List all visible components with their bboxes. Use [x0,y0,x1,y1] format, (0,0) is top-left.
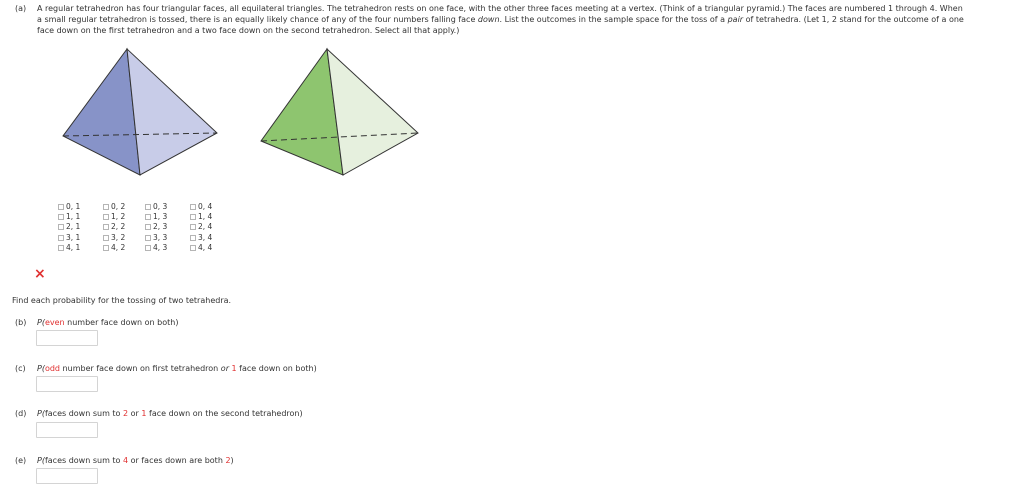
probability-prompt: Find each probability for the tossing of two tetrahedra. [12,296,232,305]
option-0-3[interactable]: 0, 3 [145,202,167,212]
blue-side-face [127,49,217,175]
part-c-answer-input[interactable] [36,376,98,392]
part-e-answer-input[interactable] [36,468,98,484]
part-b-answer-input[interactable] [36,330,98,346]
option-1-4[interactable]: 1, 4 [190,212,212,222]
checkbox[interactable] [103,245,109,251]
checkbox[interactable] [190,214,196,220]
option-0-1[interactable]: 0, 1 [58,202,80,212]
part-d-question: (d) P(faces down sum to 2 or 1 face down on the second tetrahedron) [15,409,303,418]
part-e-question: (e) P(faces down sum to 4 or faces down are both 2) [15,456,234,465]
green-side-face [327,49,418,175]
green-tetrahedron-figure [255,40,425,180]
part-a-line2: a small regular tetrahedron is tossed, there is an equally likely chance of any of the four numbers falling face down. List the outcomes in the sample space for the toss of a pair of tetrahedra. (Let 1, 2 stand for the outcome of a one [37,15,964,24]
option-2-2[interactable]: 2, 2 [103,222,125,232]
option-3-3[interactable]: 3, 3 [145,233,167,243]
option-2-1[interactable]: 2, 1 [58,222,80,232]
blue-tetrahedron-figure [55,40,225,180]
checkbox[interactable] [103,224,109,230]
part-c-question: (c) P(odd number face down on first tetrahedron or 1 face down on both) [15,364,317,373]
option-4-2[interactable]: 4, 2 [103,243,125,253]
incorrect-x-icon: × [34,266,46,282]
checkbox[interactable] [58,224,64,230]
part-a-line3: face down on the first tetrahedron and a two face down on the second tetrahedron. Select all that apply.) [37,26,460,35]
option-3-4[interactable]: 3, 4 [190,233,212,243]
checkbox[interactable] [103,214,109,220]
option-3-1[interactable]: 3, 1 [58,233,80,243]
option-2-4[interactable]: 2, 4 [190,222,212,232]
checkbox[interactable] [58,204,64,210]
part-d-answer-input[interactable] [36,422,98,438]
options-column-2 [103,202,125,253]
options-column-3 [145,202,167,253]
option-4-4[interactable]: 4, 4 [190,243,212,253]
option-1-3[interactable]: 1, 3 [145,212,167,222]
checkbox[interactable] [58,214,64,220]
checkbox[interactable] [145,235,151,241]
checkbox[interactable] [145,245,151,251]
checkbox[interactable] [58,245,64,251]
options-column-4 [190,202,212,253]
option-0-2[interactable]: 0, 2 [103,202,125,212]
option-0-4[interactable]: 0, 4 [190,202,212,212]
option-4-1[interactable]: 4, 1 [58,243,80,253]
option-1-1[interactable]: 1, 1 [58,212,80,222]
checkbox[interactable] [145,214,151,220]
checkbox[interactable] [103,235,109,241]
option-2-3[interactable]: 2, 3 [145,222,167,232]
checkbox[interactable] [190,204,196,210]
checkbox[interactable] [58,235,64,241]
checkbox[interactable] [145,224,151,230]
part-a-line1: (a) A regular tetrahedron has four triangular faces, all equilateral triangles. The tetrahedron rests on one face, with the other three faces meeting at a vertex. (Think of a triangular pyramid.) The faces are numbered 1 through 4. When [15,4,963,13]
option-3-2[interactable]: 3, 2 [103,233,125,243]
checkbox[interactable] [190,235,196,241]
checkbox[interactable] [145,204,151,210]
checkbox[interactable] [190,245,196,251]
option-1-2[interactable]: 1, 2 [103,212,125,222]
checkbox[interactable] [190,224,196,230]
part-b-question: (b) P(even number face down on both) [15,318,179,327]
options-column-1 [58,202,80,253]
checkbox[interactable] [103,204,109,210]
option-4-3[interactable]: 4, 3 [145,243,167,253]
